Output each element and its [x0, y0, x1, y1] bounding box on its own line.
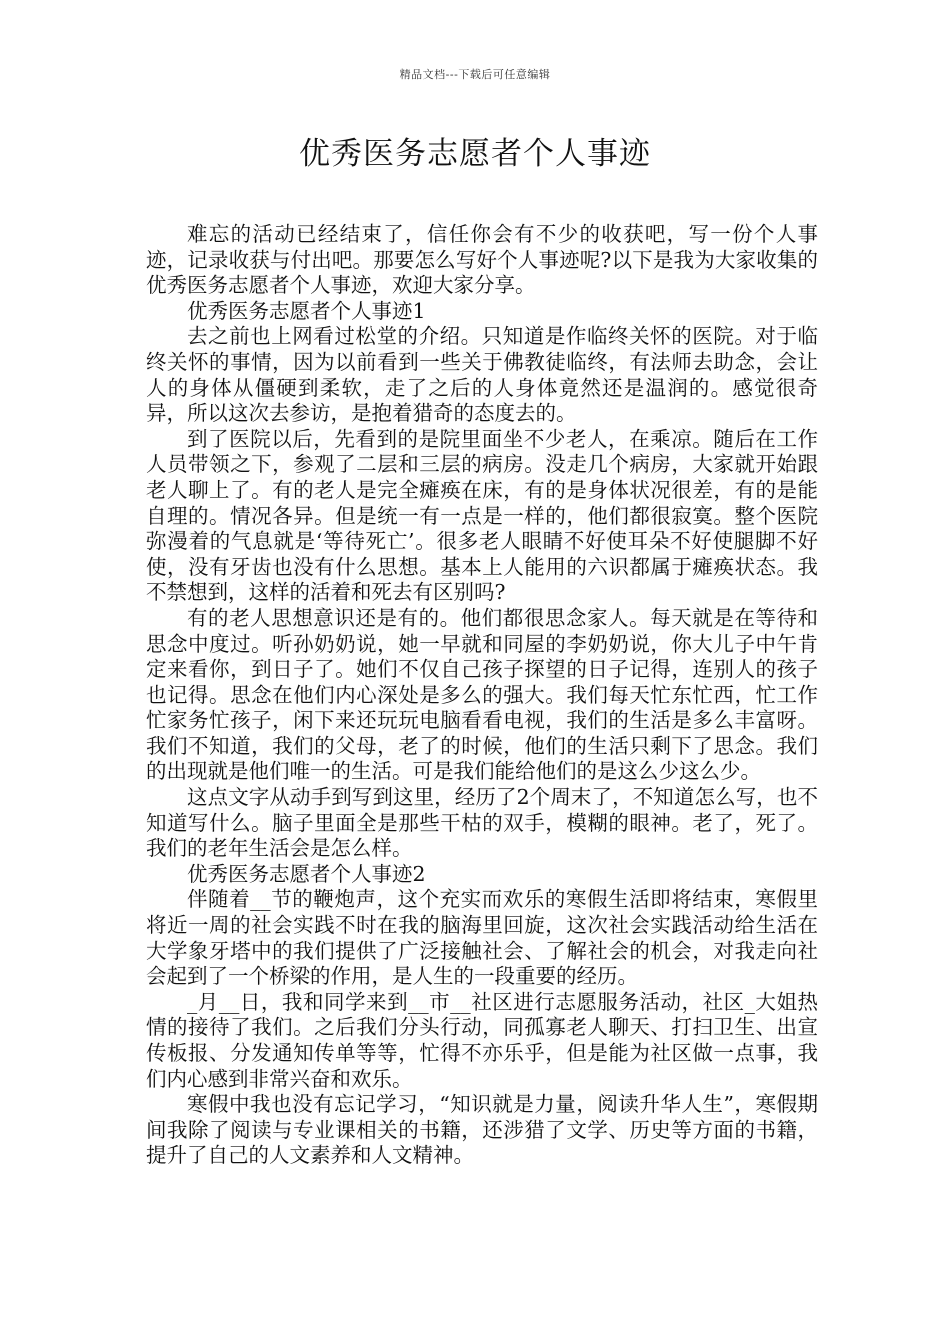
paragraph: 伴随着__节的鞭炮声，这个充实而欢乐的寒假生活即将结束，寒假里将近一周的社会实践不时在我的脑海里回旋，这次社会实践活动给生活在大学象牙塔中的我们提供了广泛接触社会、了解社会的机会，对我走向社会起到了一个桥梁的作用，是人生的一段重要的经历。: [146, 887, 818, 989]
paragraph: 这点文字从动手到写到这里，经历了2个周末了，不知道怎么写，也不知道写什么。脑子里面全是那些干枯的双手，模糊的眼神。老了，死了。我们的老年生活会是怎么样。: [146, 785, 818, 861]
paragraph: 寒假中我也没有忘记学习，“知识就是力量，阅读升华人生”，寒假期间我除了阅读与专业课相关的书籍，还涉猎了文学、历史等方面的书籍，提升了自己的人文素养和人文精神。: [146, 1092, 818, 1168]
paragraph: _月__日，我和同学来到__市__社区进行志愿服务活动，社区_大姐热情的接待了我们。之后我们分头行动，同孤寡老人聊天、打扫卫生、出宣传板报、分发通知传单等等，忙得不亦乐乎，但是能为社区做一点事，我们内心感到非常兴奋和欢乐。: [146, 989, 818, 1091]
paragraph: 到了医院以后，先看到的是院里面坐不少老人，在乘凉。随后在工作人员带领之下，参观了二层和三层的病房。没走几个病房，大家就开始跟老人聊上了。有的老人是完全瘫痪在床，有的是身体状况很差，有的是能自理的。情况各异。但是统一有一点是一样的，他们都很寂寞。整个医院弥漫着的气息就是‘等待死亡’。很多老人眼睛不好使耳朵不好使腿脚不好使，没有牙齿也没有什么思想。基本上人能用的六识都属于瘫痪状态。我不禁想到，这样的活着和死去有区别吗?: [146, 426, 818, 605]
section-heading-2: 优秀医务志愿者个人事迹2: [187, 861, 426, 886]
paragraph: 去之前也上网看过松堂的介绍。只知道是作临终关怀的医院。对于临终关怀的事情，因为以前看到一些关于佛教徒临终，有法师去助念，会让人的身体从僵硬到柔软，走了之后的人身体竟然还是温润的。感觉很奇异，所以这次去参访，是抱着猎奇的态度去的。: [146, 324, 818, 426]
paragraph-intro: 难忘的活动已经结束了，信任你会有不少的收获吧，写一份个人事迹，记录收获与付出吧。那要怎么写好个人事迹呢?以下是我为大家收集的优秀医务志愿者个人事迹，欢迎大家分享。: [146, 222, 818, 298]
section-heading-1: 优秀医务志愿者个人事迹1: [187, 298, 426, 323]
paragraph: 有的老人思想意识还是有的。他们都很思念家人。每天就是在等待和思念中度过。听孙奶奶说，她一早就和同屋的李奶奶说，你大儿子中午肯定来看你，到日子了。她们不仅自己孩子探望的日子记得，连别人的孩子也记得。思念在他们内心深处是多么的强大。我们每天忙东忙西，忙工作忙家务忙孩子，闲下来还玩玩电脑看看电视，我们的生活是多么丰富呀。我们不知道，我们的父母，老了的时候，他们的生活只剩下了思念。我们的出现就是他们唯一的生活。可是我们能给他们的是这么少这么少。: [146, 605, 818, 784]
page-title: 优秀医务志愿者个人事迹: [299, 136, 651, 172]
header-note: 精品文档---下载后可任意编辑: [399, 68, 551, 81]
document-body: [146, 222, 818, 1169]
